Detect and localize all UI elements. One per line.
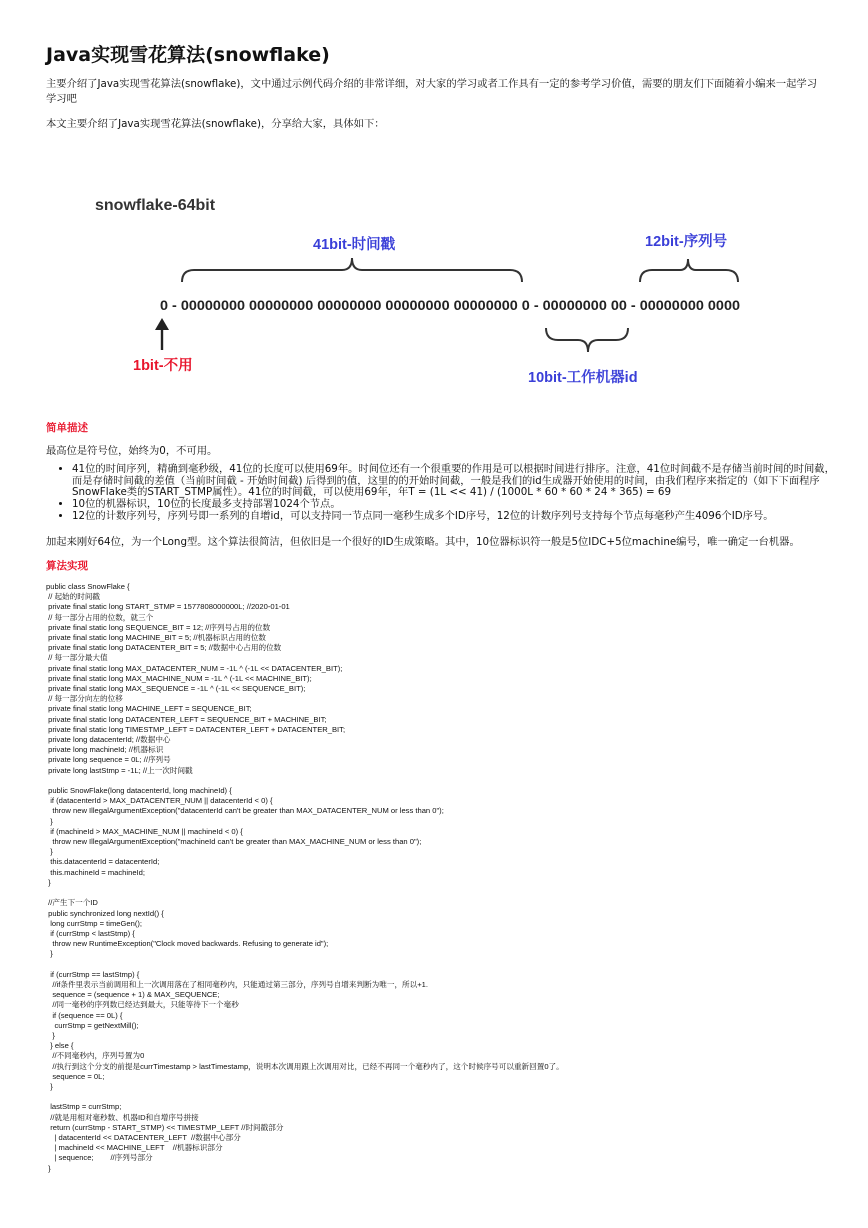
code-block: public class SnowFlake { // 起始的时间戳 private final static long START_STMP = 1577808000000L; //2020-01-01 // 每一部分占用的位数，就三个 private final static long SEQUENCE_BIT = 12; //序列号占用的位数 private final static long MACHINE_BIT = 5; //机器标识占用的位数 private final static long DATACENTER_BIT = 5; //数据中心占用的位数 // 每一部分最大值 private final static long MAX_DATACENTER_NUM = -1L ^ (-1L << DATACENTER_BIT); private final static long MAX_MACHINE_NUM = -1L ^ (-1L << MACHINE_BIT); private final static long MAX_SEQUENCE = -1L ^ (-1L << SEQUENCE_BIT); // 每一部分向左的位移 private final static long MACHINE_LEFT = SEQUENCE_BIT; private final static long DATACENTER_LEFT = SEQUENCE_BIT + MACHINE_BIT; private final static long TIMESTMP_LEFT = DATACENTER_LEFT + DATACENTER_BIT; private long datacenterId; //数据中心 private long machineId; //机器标识 private long sequence = 0L; //序列号 private long lastStmp = -1L; //上一次时间戳 public SnowFlake(long datacenterId, long machineId) { if (datacenterId > MAX_DATACENTER_NUM || datacenterId < 0) { throw new IllegalArgumentException("datacenterId can't be greater than MAX_DATACENTER_NUM or less than 0"); } if (machineId > MAX_MACHINE_NUM || machineId < 0) { throw new IllegalArgumentException("machineId can't be greater than MAX_MACHINE_NUM or less than 0"); } this.datacenterId = datacenterId; this.machineId = machineId; } //产生下一个ID public synchronized long nextId() { long currStmp = timeGen(); if (currStmp < lastStmp) { throw new RuntimeException("Clock moved backwards. Refusing to generate id"); } if (currStmp == lastStmp) { //if条件里表示当前调用和上一次调用落在了相同毫秒内，只能通过第三部分，序列号自增来判断为唯一，所以+1. sequence = (sequence + 1) & MAX_SEQUENCE; //同一毫秒的序列数已经达到最大，只能等待下一个毫秒 if (sequence == 0L) { currStmp = getNextMill(); } } else { //不同毫秒内，序列号置为0 //执行到这个分支的前提是currTimestamp > lastTimestamp，说明本次调用跟上次调用对比，已经不再同一个毫秒内了，这个时候序号可以重新回置0了。 sequence = 0L; } lastStmp = currStmp; //就是用相对毫秒数、机器ID和自增序号拼接 return (currStmp - START_STMP) << TIMESTMP_LEFT //时间戳部分 | datacenterId << DATACENTER_LEFT //数据中心部分 | machineId << MACHINE_LEFT //机器标识部分 | sequence; //序列号部分 } bbox=[46, 582, 564, 1173]
diagram-heading: snowflake-64bit bbox=[95, 197, 216, 214]
section-heading-description: 简单描述 bbox=[46, 422, 88, 434]
brace-10bit bbox=[546, 328, 628, 352]
intro-paragraph: 主要介绍了Java实现雪花算法(snowflake)，文中通过示例代码介绍的非常详细，对大家的学习或者工作具有一定的参考学习价值，需要的朋友们下面随着小编来一起学习学习吧 bbox=[46, 78, 818, 105]
summary-paragraph: 加起来刚好64位，为一个Long型。这个算法很简洁，但依旧是一个很好的ID生成策略。其中，10位器标识符一般是5位IDC+5位machine编号，唯一确定一台机器。 bbox=[46, 536, 800, 548]
label-12bit: 12bit-序列号 bbox=[645, 234, 728, 250]
arrow-up-icon bbox=[155, 318, 169, 350]
page-title: Java实现雪花算法(snowflake) bbox=[46, 44, 330, 66]
sign-bit-paragraph: 最高位是符号位，始终为0，不可用。 bbox=[46, 445, 218, 457]
label-10bit: 10bit-工作机器id bbox=[528, 370, 638, 386]
list-item: • 12位的计数序列号，序列号即一系列的自增id，可以支持同一节点同一毫秒生成多个ID序号，12位的计数序列号支持每个节点每毫秒产生4096个ID序号。 bbox=[72, 511, 842, 523]
brace-41bit bbox=[182, 258, 522, 282]
lead-paragraph: 本文主要介绍了Java实现雪花算法(snowflake)，分享给大家，具体如下： bbox=[46, 118, 385, 130]
label-1bit: 1bit-不用 bbox=[133, 358, 193, 374]
section-heading-implementation: 算法实现 bbox=[46, 560, 88, 572]
label-41bit: 41bit-时间戳 bbox=[313, 237, 396, 253]
bit-description-list bbox=[46, 464, 842, 523]
list-item: • 10位的机器标识，10位的长度最多支持部署1024个节点。 bbox=[72, 499, 842, 511]
brace-12bit bbox=[640, 259, 738, 282]
bit-layout-text: 0 - 00000000 00000000 00000000 00000000 00000000 0 - 00000000 00 - 00000000 0000 bbox=[160, 298, 741, 314]
snowflake-bit-diagram bbox=[0, 0, 868, 420]
list-item: • 41位的时间序列，精确到毫秒级，41位的长度可以使用69年。时间位还有一个很重要的作用是可以根据时间进行排序。注意，41位时间截不是存储当前时间的时间截，而是存储时间截的差值（当前时间截 - 开始时间截) 后得到的值，这里的的开始时间截，一般是我们的id生成器开始使用的时间，由我们程序来指定的（如下下面程序SnowFlake类的START_STMP属性）。41位的时间截，可以使用69年，年T = (1L << 41) / (1000L * 60 * 60 * 24 * 365) = 69 bbox=[72, 464, 842, 499]
